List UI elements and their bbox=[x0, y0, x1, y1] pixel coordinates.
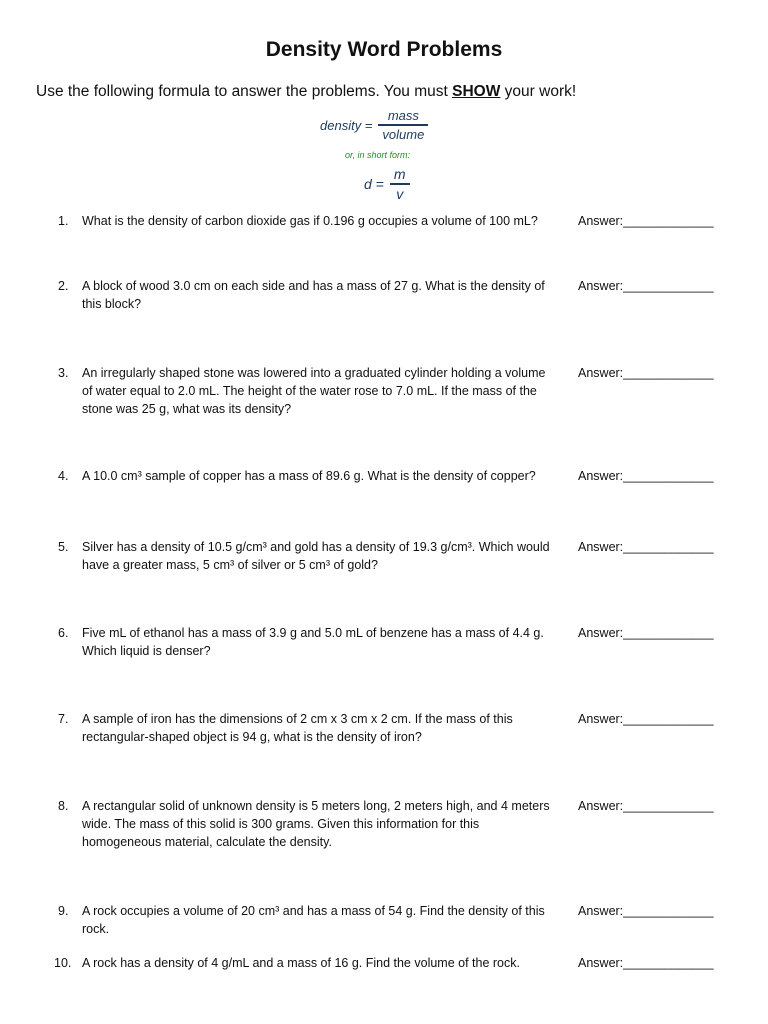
page-title: Density Word Problems bbox=[265, 38, 503, 61]
problem-text: Five mL of ethanol has a mass of 3.9 g and 5.0 mL of benzene has a mass of 4.4 g. Which liquid is denser? bbox=[82, 626, 544, 658]
answer-blank[interactable]: Answer:_____________ bbox=[578, 540, 714, 554]
instructions bbox=[36, 83, 576, 101]
short-formula-lhs: d = bbox=[364, 176, 384, 192]
instructions-text-end: your work! bbox=[500, 83, 577, 100]
problem-text: A block of wood 3.0 cm on each side and has a mass of 27 g. What is the density of this block? bbox=[82, 279, 545, 311]
formula-lhs: density = bbox=[320, 117, 373, 133]
short-formula bbox=[364, 166, 410, 202]
answer-blank[interactable]: Answer:_____________ bbox=[578, 469, 714, 483]
answer-blank[interactable]: Answer:_____________ bbox=[578, 799, 714, 813]
short-formula-denominator: v bbox=[396, 186, 404, 202]
problem-text: An irregularly shaped stone was lowered into a graduated cylinder holding a volume of water equal to 2.0 mL. The height of the water rose to 7.0 mL. If the mass of the stone was 25 g, what was its density? bbox=[82, 366, 546, 416]
answer-blank[interactable]: Answer:_____________ bbox=[578, 626, 714, 640]
problem-number: 3. bbox=[58, 366, 69, 380]
problem-number: 4. bbox=[58, 469, 69, 483]
instructions-text: Use the following formula to answer the problems. You must bbox=[36, 83, 453, 100]
problem-number: 6. bbox=[58, 626, 69, 640]
answer-blank[interactable]: Answer:_____________ bbox=[578, 904, 714, 918]
problem-text: A sample of iron has the dimensions of 2 cm x 3 cm x 2 cm. If the mass of this rectangular-shaped object is 94 g, what is the density of iron? bbox=[82, 712, 513, 744]
answer-blank[interactable]: Answer:_____________ bbox=[578, 956, 714, 970]
problem-text: Silver has a density of 10.5 g/cm³ and gold has a density of 19.3 g/cm³. Which would have a greater mass, 5 cm³ of silver or 5 cm³ of gold? bbox=[82, 540, 550, 572]
formula-numerator: mass bbox=[387, 108, 419, 123]
formula-fraction bbox=[378, 108, 428, 142]
problem-text: A 10.0 cm³ sample of copper has a mass of 89.6 g. What is the density of copper? bbox=[82, 469, 536, 483]
short-form-caption: or, in short form: bbox=[345, 150, 411, 160]
answer-blank[interactable]: Answer:_____________ bbox=[578, 279, 714, 293]
instructions-emphasis: SHOW bbox=[452, 83, 501, 100]
problem-number: 9. bbox=[58, 904, 69, 918]
formula-denominator: volume bbox=[382, 127, 425, 142]
answer-blank[interactable]: Answer:_____________ bbox=[578, 214, 714, 228]
problem-text: A rectangular solid of unknown density is 5 meters long, 2 meters high, and 4 meters wide. The mass of this solid is 300 grams. Given this information for this homogeneous material, calculate the density. bbox=[82, 799, 550, 849]
problem-number: 8. bbox=[58, 799, 69, 813]
problem-text: A rock has a density of 4 g/mL and a mass of 16 g. Find the volume of the rock. bbox=[82, 956, 520, 970]
problem-number: 5. bbox=[58, 540, 69, 554]
density-formula bbox=[320, 108, 428, 142]
problem-number: 1. bbox=[58, 214, 69, 228]
answer-blank[interactable]: Answer:_____________ bbox=[578, 712, 714, 726]
problem-number: 10. bbox=[54, 956, 72, 970]
short-formula-fraction bbox=[390, 166, 410, 202]
problem-text: What is the density of carbon dioxide gas if 0.196 g occupies a volume of 100 mL? bbox=[82, 214, 538, 228]
problem-text: A rock occupies a volume of 20 cm³ and has a mass of 54 g. Find the density of this rock. bbox=[82, 904, 545, 936]
answer-blank[interactable]: Answer:_____________ bbox=[578, 366, 714, 380]
problem-number: 2. bbox=[58, 279, 69, 293]
problem-number: 7. bbox=[58, 712, 69, 726]
short-formula-numerator: m bbox=[393, 166, 406, 182]
